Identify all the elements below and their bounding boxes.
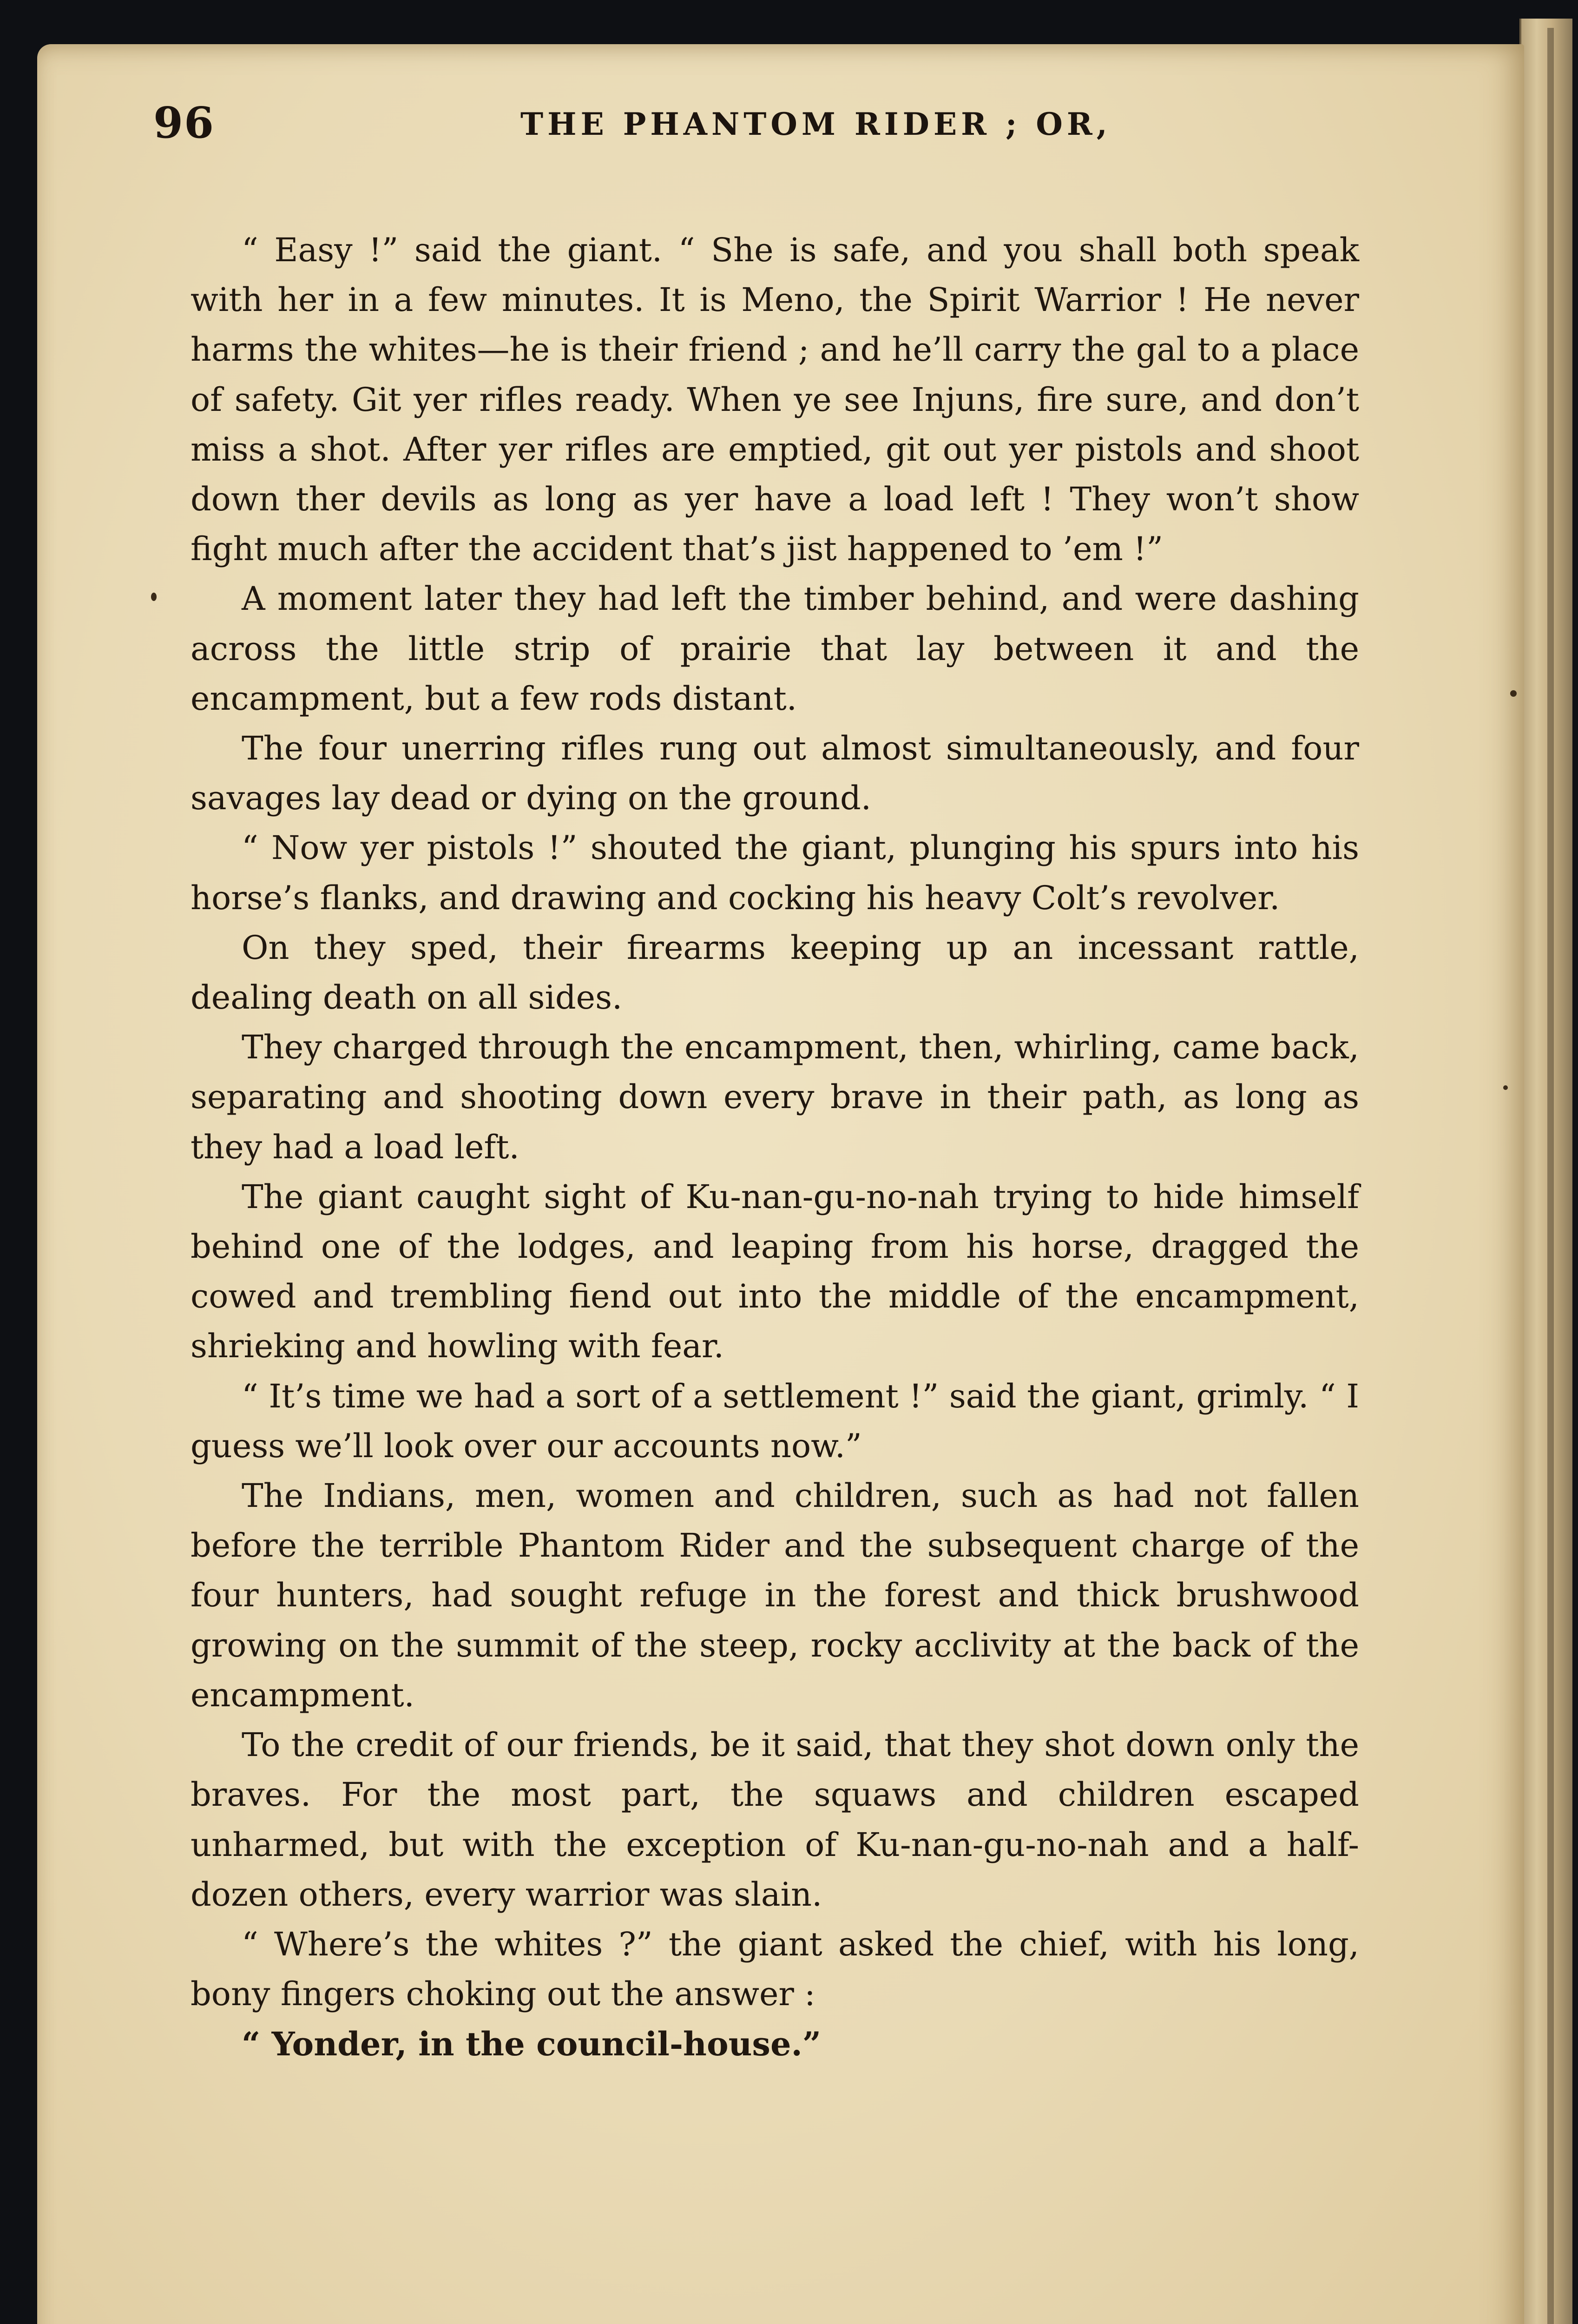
running-head: THE PHANTOM RIDER ; OR, (520, 106, 1111, 142)
paragraph: “ Where’s the whites ?” the giant asked the chief, with his long, bony fingers choking out the answer : (191, 1925, 1359, 2014)
paper-speck (1503, 1085, 1508, 1090)
book-spine (1519, 19, 1572, 2324)
paragraph: The four unerring rifles rung out almost simultaneously, and four savages lay dead or dying on the ground. (191, 729, 1359, 818)
paragraph: The giant caught sight of Ku-nan-gu-no-nah trying to hide himself behind one of the lodges, and leaping from his horse, dragged the cowed and trembling fiend out into the middle of the encampment, shrieking and howling with fear. (191, 1177, 1359, 1366)
paper-speck (1510, 690, 1517, 697)
paper-speck (151, 593, 157, 601)
page-header (153, 98, 1380, 153)
paragraph: The Indians, men, women and children, such as had not fallen before the terrible Phantom Rider and the subsequent charge of the four hunters, had sought refuge in the forest and thick brushwood growing on the summit of the steep, rocky acclivity at the back of the encampment. (191, 1477, 1359, 1714)
paragraph: “ Easy !” said the giant. “ She is safe, and you shall both speak with her in a few minutes. It is Meno, the Spirit Warrior ! He never harms the whites—he is their friend ; and he’ll carry the gal to a place of safety. Git yer rifles ready. When ye see Injuns, fire sure, and don’t miss a shot. After yer rifles are emptied, git out yer pistols and shoot down ther devils as long as yer have a load left ! They won’t show fight much after the accident that’s jist happened to ’em !” (191, 231, 1359, 568)
paragraph: On they sped, their firearms keeping up an incessant rattle, dealing death on all sides. (191, 928, 1359, 1017)
paragraph: They charged through the encampment, then, whirling, came back, separating and shooting down every brave in their path, as long as they had a load left. (191, 1028, 1359, 1166)
page-number: 96 (153, 98, 215, 148)
paragraph: “ Yonder, in the council-house.” (242, 2025, 822, 2064)
paragraph: To the credit of our friends, be it said, that they shot down only the braves. For the most part, the squaws and children escaped unharmed, but with the exception of Ku-nan-gu-no-nah and a half-dozen others, every warrior was slain. (191, 1726, 1359, 1914)
paragraph: “ It’s time we had a sort of a settlement !” said the giant, grimly. “ I guess we’ll look over our accounts now.” (191, 1377, 1359, 1465)
paragraph: A moment later they had left the timber behind, and were dashing across the little strip of prairie that lay between it and the encampment, but a few rods distant. (191, 580, 1359, 718)
spine-edge (1547, 28, 1554, 2324)
body-text (191, 225, 1359, 2069)
paragraph: “ Now yer pistols !” shouted the giant, plunging his spurs into his horse’s flanks, and drawing and cocking his heavy Colt’s revolver. (191, 829, 1359, 917)
